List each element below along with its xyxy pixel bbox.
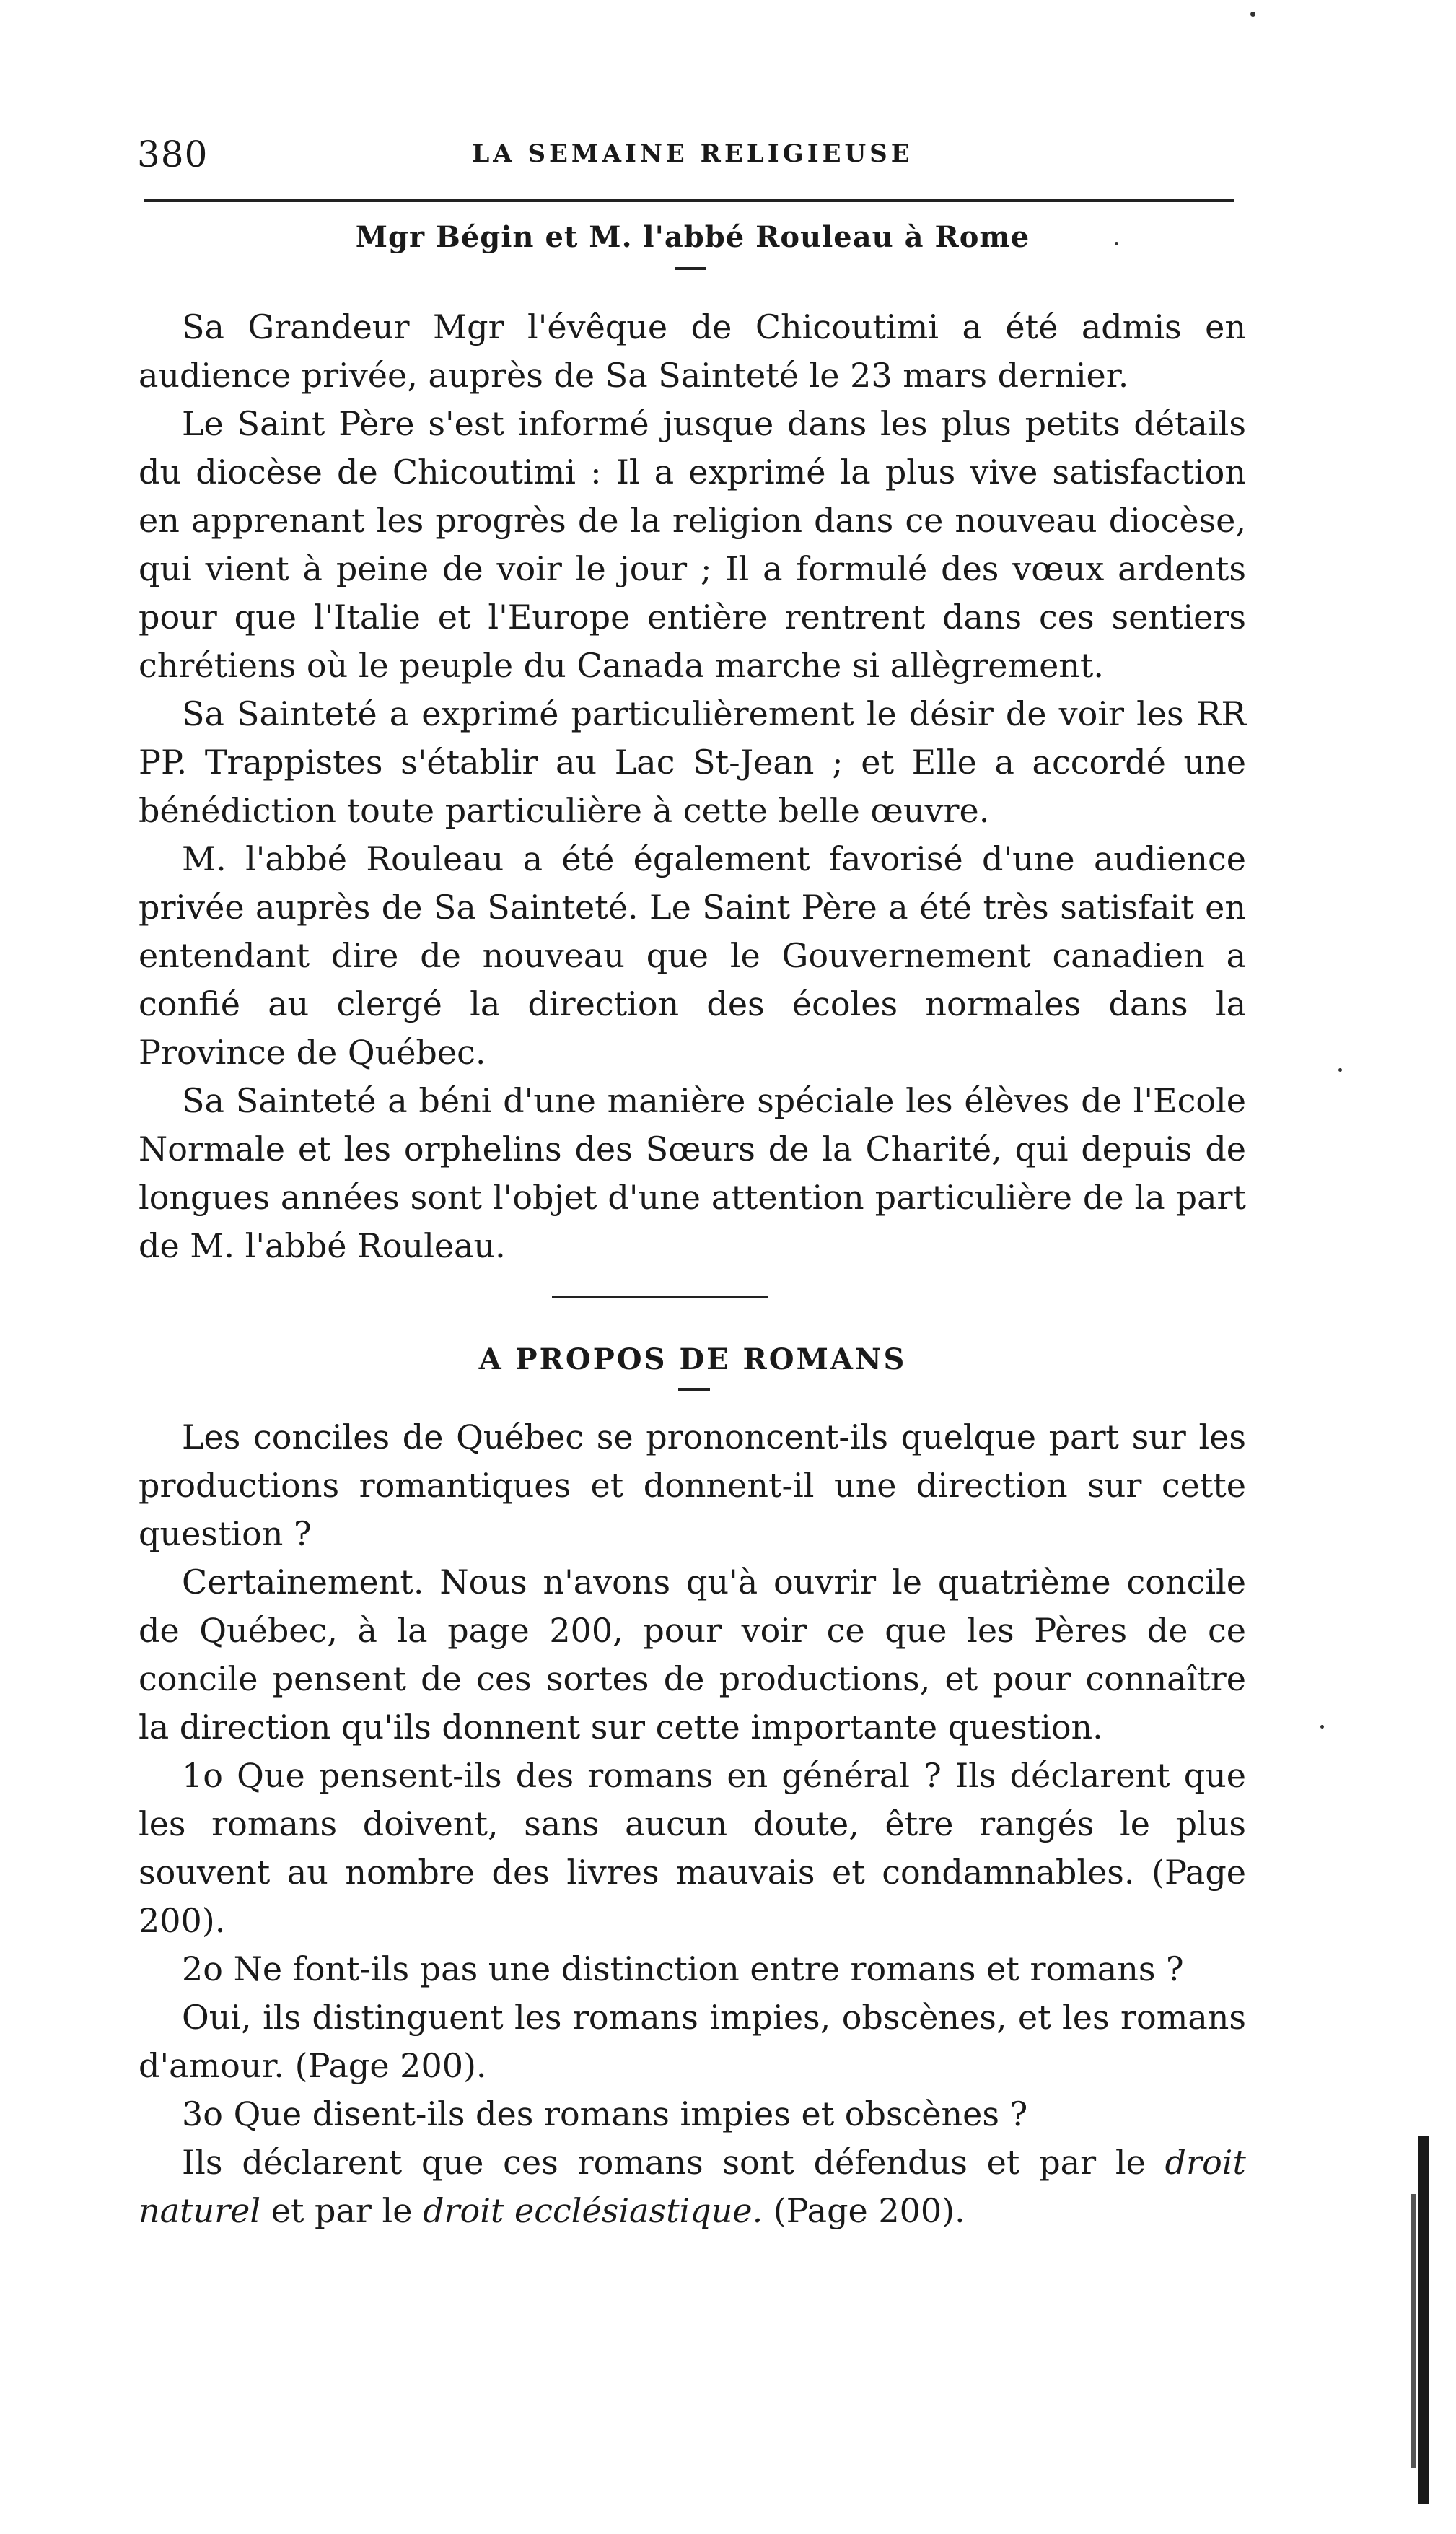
- paragraph: Le Saint Père s'est informé jusque dans les plus petits détails du diocèse de Chicoutimi : Il a exprimé la plus vive satisfaction en apprenant les progrès de la religion dans ce nouveau diocèse, qui vient à peine de voir le jour ; Il a formulé des vœux ardents pour que l'Italie et l'Europe entière rentrent dans ces sentiers chrétiens où le peuple du Canada marche si allègrement.: [139, 404, 1246, 685]
- print-speck: [1338, 1068, 1342, 1072]
- page-header: [137, 134, 1248, 177]
- section-divider: [552, 1296, 768, 1298]
- print-speck: [1115, 242, 1118, 245]
- title-1-dash: [675, 267, 706, 270]
- paragraph: Sa Sainteté a exprimé particulièrement le désir de voir les RR PP. Trappistes s'établir au Lac St-Jean ; et Elle a accordé une bénédiction toute particulière à cette belle œuvre.: [139, 694, 1246, 830]
- emphasis-text: droit ecclésiastique.: [423, 2191, 763, 2230]
- paragraph: 3o Que disent-ils des romans impies et obscènes ?: [182, 2094, 1028, 2133]
- header-rule: [144, 199, 1234, 202]
- paragraph: Les conciles de Québec se prononcent-ils quelque part sur les productions romantiques et donnent-il une direction sur cette question ?: [139, 1417, 1246, 1553]
- article-2-title: A PROPOS DE ROMANS: [478, 1342, 907, 1376]
- paragraph: 2o Ne font-ils pas une distinction entre romans et romans ?: [182, 1949, 1184, 1988]
- paragraph: Oui, ils distinguent les romans impies, obscènes, et les romans d'amour. (Page 200).: [139, 1998, 1246, 2085]
- article-1-body: [139, 303, 1246, 1270]
- running-title: LA SEMAINE RELIGIEUSE: [472, 139, 913, 168]
- page-number: 380: [137, 134, 209, 175]
- binding-edge-shadow: [1411, 2194, 1416, 2468]
- binding-edge: [1418, 2136, 1429, 2504]
- title-2-dash: [678, 1388, 710, 1391]
- paragraph-final: [139, 2138, 1246, 2235]
- text-run: (Page 200).: [763, 2191, 965, 2230]
- text-run: Ils déclarent que ces romans sont défendus et par le: [182, 2143, 1165, 2182]
- paragraph: Sa Sainteté a béni d'une manière spéciale les élèves de l'Ecole Normale et les orphelins des Sœurs de la Charité, qui depuis de longues années sont l'objet d'une attention particulière de la part de M. l'abbé Rouleau.: [139, 1081, 1246, 1265]
- text-run: et par le: [260, 2191, 424, 2230]
- paragraph: M. l'abbé Rouleau a été également favorisé d'une audience privée auprès de Sa Sainteté. Le Saint Père a été très satisfait en entendant dire de nouveau que le Gouvernement canadien a confié au clergé la direction des écoles normales dans la Province de Québec.: [139, 839, 1246, 1072]
- article-1-title: Mgr Bégin et M. l'abbé Rouleau à Rome: [355, 220, 1030, 254]
- paragraph: 1o Que pensent-ils des romans en général ? Ils déclarent que les romans doivent, sans aucun doute, être rangés le plus souvent au nombre des livres mauvais et condamnables. (Page 200).: [139, 1756, 1246, 1940]
- paragraph: Sa Grandeur Mgr l'évêque de Chicoutimi a été admis en audience privée, auprès de Sa Sainteté le 23 mars dernier.: [139, 307, 1246, 395]
- paragraph: Certainement. Nous n'avons qu'à ouvrir le quatrième concile de Québec, à la page 200, pour voir ce que les Pères de ce concile pensent de ces sortes de productions, et pour connaître la direction qu'ils donnent sur cette importante question.: [139, 1563, 1246, 1747]
- article-2-body: [139, 1413, 1246, 2235]
- print-speck: [1250, 12, 1255, 17]
- emphasis-text: droit naturel: [139, 2143, 1246, 2230]
- print-speck: [1320, 1725, 1324, 1729]
